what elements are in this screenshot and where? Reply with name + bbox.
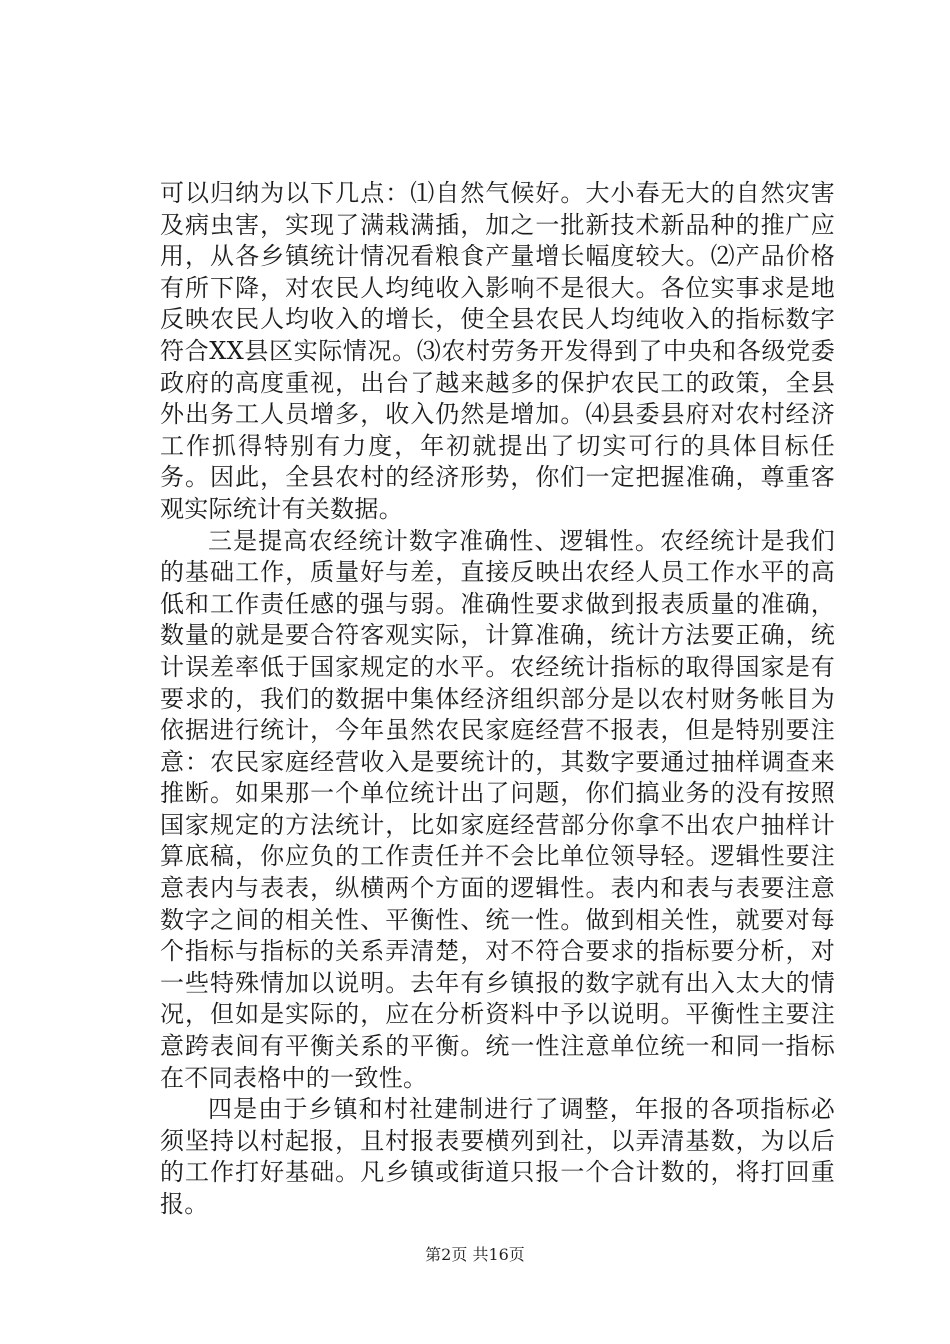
- paragraph-point-four: 四是由于乡镇和村社建制进行了调整，年报的各项指标必须坚持以村起报，且村报表要横列到社，以弄清基数，为以后的工作打好基础。凡乡镇或街道只报一个合计数的，将打回重报。: [160, 1095, 835, 1218]
- body-text: [160, 178, 835, 1221]
- paragraph-point-three: 三是提高农经统计数字准确性、逻辑性。农经统计是我们的基础工作，质量好与差，直接反映出农经人员工作水平的高低和工作责任感的强与弱。准确性要求做到报表质量的准确，数量的就是要合符客观实际，计算准确，统计方法要正确，统计误差率低于国家规定的水平。农经统计指标的取得国家是有要求的，我们的数据中集体经济组织部分是以农村财务帐目为依据进行统计，今年虽然农民家庭经营不报表，但是特别要注意：农民家庭经营收入是要统计的，其数字要通过抽样调查来推断。如果那一个单位统计出了问题，你们搞业务的没有按照国家规定的方法统计，比如家庭经营部分你拿不出农户抽样计算底稿，你应负的工作责任并不会比单位领导轻。逻辑性要注意表内与表表，纵横两个方面的逻辑性。表内和表与表要注意数字之间的相关性、平衡性、统一性。做到相关性，就要对每个指标与指标的关系弄清楚，对不符合要求的指标要分析，对一些特殊情加以说明。去年有乡镇报的数字就有出入太大的情况，但如是实际的，应在分析资料中予以说明。平衡性主要注意跨表间有平衡关系的平衡。统一性注意单位统一和同一指标在不同表格中的一致性。: [160, 526, 835, 1092]
- paragraph-continuation: 可以归纳为以下几点：⑴自然气候好。大小春无大的自然灾害及病虫害，实现了满栽满插，加之一批新技术新品种的推广应用，从各乡镇统计情况看粮食产量增长幅度较大。⑵产品价格有所下降，对农民人均纯收入影响不是很大。各位实事求是地反映农民人均收入的增长，使全县农民人均纯收入的指标数字符合XX县区实际情况。⑶农村劳务开发得到了中央和各级党委政府的高度重视，出台了越来越多的保护农民工的政策，全县外出务工人员增多，收入仍然是增加。⑷县委县府对农村经济工作抓得特别有力度，年初就提出了切实可行的具体目标任务。因此，全县农村的经济形势，你们一定把握准确，尊重客观实际统计有关数据。: [160, 179, 835, 523]
- page-number-footer: 第2页 共16页: [425, 1245, 525, 1264]
